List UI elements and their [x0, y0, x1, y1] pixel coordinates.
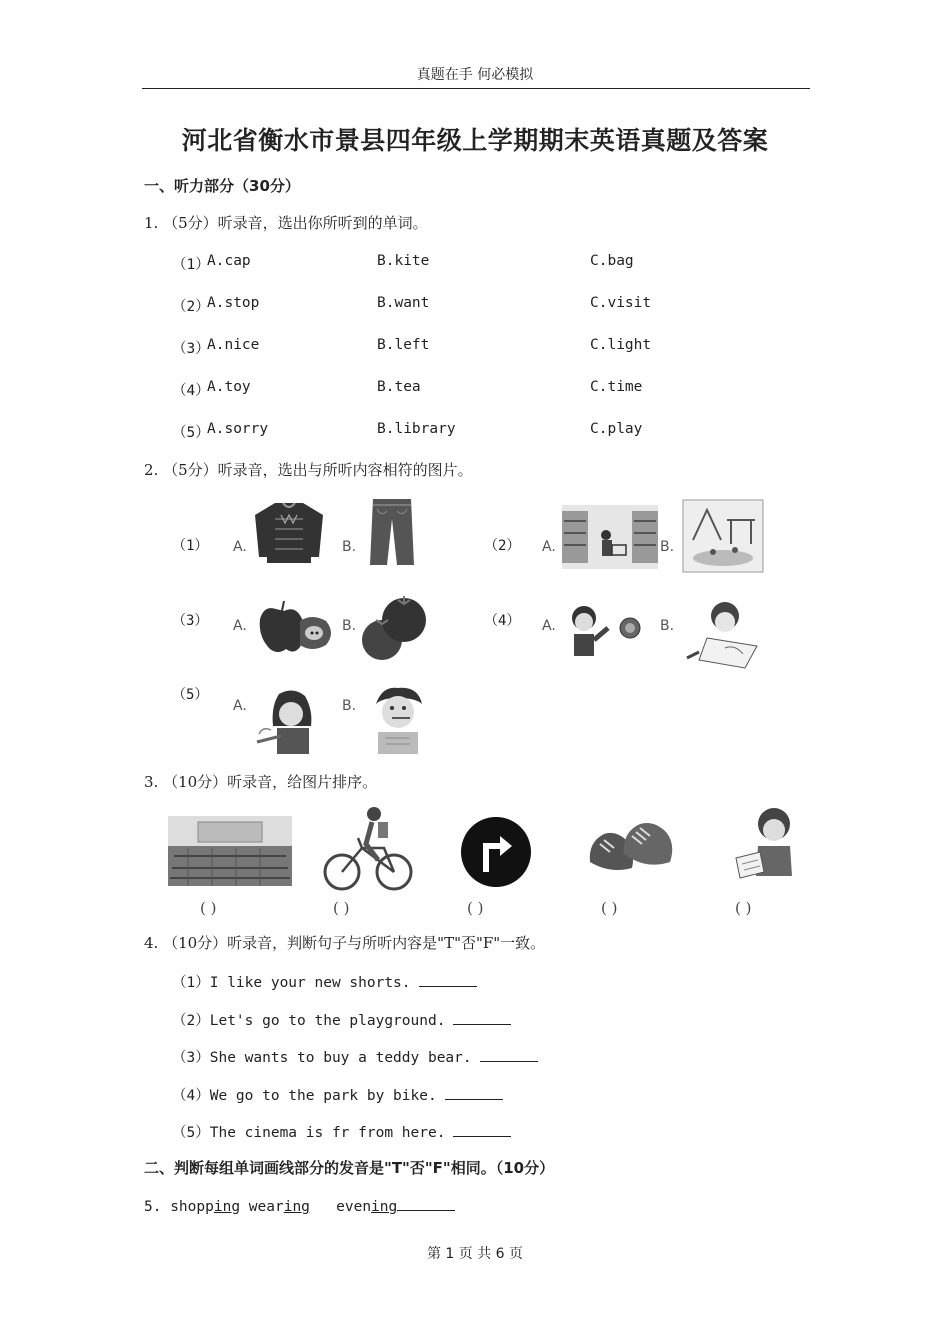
apple-icon [256, 599, 336, 655]
q1-row-2-option-c: C.visit [590, 295, 652, 311]
q2-item-3-label-b: B. [342, 618, 357, 634]
q4-sentence-1: （1）I like your new shorts. [172, 971, 477, 992]
tomato-icon [360, 594, 430, 666]
q1-row-1-option-b: B.kite [377, 253, 430, 269]
boy-drawing-icon [685, 598, 767, 670]
q1-row-2-num: （2） [172, 299, 210, 315]
section-heading-listening: 一、听力部分（30分） [144, 177, 300, 195]
q2-item-4-label-b: B. [660, 618, 675, 634]
playground-icon [683, 500, 763, 572]
document-title: 河北省衡水市景县四年级上学期期末英语真题及答案 [181, 126, 769, 155]
q2-item-3-num: （3） [172, 613, 209, 629]
header-divider [142, 88, 810, 89]
q1-row-2-option-b: B.want [377, 295, 430, 311]
boy-reading-icon [730, 806, 802, 888]
trousers-icon [367, 497, 417, 567]
q5-word-2-underlined: ing [283, 1199, 310, 1215]
q1-row-1-option-a: A.cap [207, 253, 251, 269]
q5-word-3-underlined: ing [371, 1199, 398, 1215]
classroom-icon [168, 816, 292, 886]
shoes-icon [586, 812, 676, 890]
cyclist-icon [322, 804, 414, 892]
question-5: 5. shopping wearing evening [144, 1196, 455, 1215]
q1-row-3-option-b: B.left [377, 337, 430, 353]
q3-answer-paren-1[interactable]: ( ) [200, 899, 217, 917]
q4-answer-blank-5[interactable] [453, 1122, 511, 1137]
question-1-prompt: 1. （5分）听录音，选出你所听到的单词。 [144, 214, 428, 232]
q1-row-5-option-c: C.play [590, 421, 643, 437]
q2-item-2-label-b: B. [660, 539, 675, 555]
q2-item-4-label-a: A. [542, 618, 556, 634]
q1-row-5-num: （5） [172, 425, 210, 441]
q4-answer-blank-3[interactable] [480, 1047, 538, 1062]
q1-row-2-option-a: A.stop [207, 295, 260, 311]
q1-row-1-option-c: C.bag [590, 253, 634, 269]
girl-washing-face-icon [253, 686, 325, 756]
q1-row-3-option-a: A.nice [207, 337, 260, 353]
q4-answer-blank-4[interactable] [445, 1085, 503, 1100]
q3-answer-paren-4[interactable]: ( ) [601, 899, 618, 917]
supermarket-icon [562, 505, 658, 569]
q5-num: 5. [144, 1199, 171, 1215]
boy-with-ball-icon [566, 602, 650, 662]
q2-item-1-label-b: B. [342, 539, 357, 555]
q4-sentence-3: （3）She wants to buy a teddy bear. [172, 1046, 538, 1067]
q5-answer-blank[interactable] [397, 1196, 455, 1211]
q1-row-4-option-c: C.time [590, 379, 643, 395]
q1-row-4-option-a: A.toy [207, 379, 251, 395]
q1-row-4-num: （4） [172, 383, 210, 399]
q2-item-3-label-a: A. [233, 618, 247, 634]
q1-row-1-num: （1） [172, 257, 210, 273]
question-3-prompt: 3. （10分）听录音，给图片排序。 [144, 773, 378, 791]
q3-answer-paren-2[interactable]: ( ) [333, 899, 350, 917]
section-heading-pronunciation: 二、判断每组单词画线部分的发音是"T"否"F"相同。（10分） [144, 1159, 555, 1177]
q5-word-1-underlined: ing [213, 1199, 241, 1215]
sweater-icon [253, 499, 325, 565]
q3-answer-paren-3[interactable]: ( ) [467, 899, 484, 917]
question-2-prompt: 2. （5分）听录音，选出与所听内容相符的图片。 [144, 461, 473, 479]
page-header: 真题在手 何必模拟 [416, 67, 534, 83]
q4-answer-blank-1[interactable] [419, 972, 477, 987]
q4-sentence-4: （4）We go to the park by bike. [172, 1084, 503, 1105]
q4-answer-blank-2[interactable] [453, 1010, 511, 1025]
q1-row-3-option-c: C.light [590, 337, 652, 353]
q2-item-5-num: （5） [172, 687, 209, 703]
q4-sentence-5: （5）The cinema is fr from here. [172, 1121, 511, 1142]
q4-sentence-2: （2）Let's go to the playground. [172, 1009, 511, 1030]
q2-item-1-num: （1） [172, 538, 209, 554]
turn-right-sign-icon [460, 816, 532, 888]
q2-item-4-num: （4） [484, 613, 521, 629]
page-footer: 第 1 页 共 6 页 [426, 1246, 524, 1262]
boy-brushing-teeth-icon [362, 684, 434, 756]
q2-item-2-label-a: A. [542, 539, 556, 555]
q2-item-1-label-a: A. [233, 539, 247, 555]
question-4-prompt: 4. （10分）听录音，判断句子与所听内容是"T"否"F"一致。 [144, 934, 546, 952]
q2-item-2-num: （2） [484, 538, 521, 554]
q2-item-5-label-a: A. [233, 698, 247, 714]
q3-answer-paren-5[interactable]: ( ) [735, 899, 752, 917]
q1-row-5-option-b: B.library [377, 421, 456, 437]
q1-row-5-option-a: A.sorry [207, 421, 269, 437]
q1-row-3-num: （3） [172, 341, 210, 357]
q2-item-5-label-b: B. [342, 698, 357, 714]
q1-row-4-option-b: B.tea [377, 379, 421, 395]
